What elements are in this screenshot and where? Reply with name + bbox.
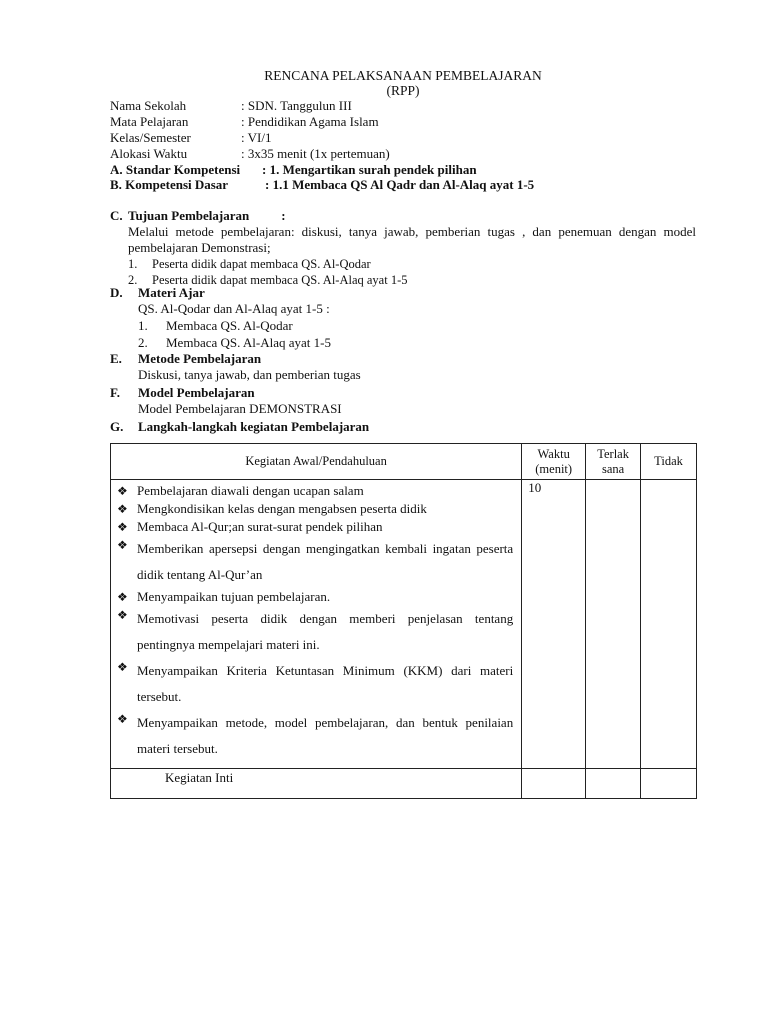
identity-row-subject <box>110 114 710 130</box>
list-item <box>117 588 513 606</box>
diamond-bullet-icon: ❖ <box>117 590 128 604</box>
header-kegiatan: Kegiatan Awal/Pendahuluan <box>111 444 522 480</box>
header-waktu <box>522 444 586 480</box>
diamond-bullet-icon: ❖ <box>117 660 128 674</box>
list-item <box>117 500 513 518</box>
document-subtitle: (RPP) <box>386 83 420 98</box>
header-terlaksana <box>586 444 641 480</box>
list-text: Membaca QS. Al-Qodar <box>166 318 293 333</box>
identity-value: : SDN. Tanggulun III <box>241 98 352 113</box>
list-item <box>138 318 710 335</box>
activity-text: Memotivasi peserta didik dengan memberi penjelasan tentang pentingnya mempelajari materi ini. <box>137 611 514 652</box>
kegiatan-inti-label: Kegiatan Inti <box>165 770 234 785</box>
list-item <box>128 256 710 272</box>
identity-value: : 3x35 menit (1x pertemuan) <box>241 146 390 161</box>
list-number: 2. <box>138 335 148 350</box>
identity-row-class <box>110 130 710 146</box>
diamond-bullet-icon: ❖ <box>117 712 128 726</box>
list-item <box>138 335 710 352</box>
list-item <box>117 606 513 658</box>
activity-text: Pembelajaran diawali dengan ucapan salam <box>137 483 364 498</box>
section-letter: C. <box>110 208 123 223</box>
kegiatan-table <box>110 443 697 799</box>
identity-block <box>110 98 710 162</box>
inti-cell <box>111 769 522 799</box>
section-heading <box>110 419 710 435</box>
identity-row-time <box>110 146 710 162</box>
list-item <box>117 658 513 710</box>
diamond-bullet-icon: ❖ <box>117 538 128 552</box>
terlaksana-cell <box>586 769 641 799</box>
header-terlaksana-line2: sana <box>601 461 625 476</box>
identity-value: : VI/1 <box>241 130 272 145</box>
section-langkah <box>110 419 710 435</box>
diamond-bullet-icon: ❖ <box>117 484 128 498</box>
header-waktu-line1: Waktu <box>537 446 570 461</box>
standar-kompetensi-value: : 1. Mengartikan surah pendek pilihan <box>262 162 477 177</box>
activity-text: Menyampaikan tujuan pembelajaran. <box>137 589 331 604</box>
table-row <box>111 769 697 799</box>
section-heading <box>110 208 710 224</box>
section-letter: G. <box>110 419 124 434</box>
identity-label: Nama Sekolah <box>110 98 187 113</box>
list-text: Peserta didik dapat membaca QS. Al-Qodar <box>152 257 371 271</box>
identity-row-school <box>110 98 710 114</box>
list-number: 2. <box>128 273 138 287</box>
section-materi <box>110 285 710 352</box>
section-metode <box>110 351 710 384</box>
tidak-cell <box>641 769 697 799</box>
section-title: Materi Ajar <box>138 285 205 300</box>
tidak-cell <box>641 480 697 769</box>
section-title: Metode Pembelajaran <box>138 351 262 366</box>
diamond-bullet-icon: ❖ <box>117 520 128 534</box>
header-waktu-line2: (menit) <box>535 461 573 476</box>
identity-value: : Pendidikan Agama Islam <box>241 114 379 129</box>
section-letter: D. <box>110 285 123 300</box>
activity-text: Membaca Al-Qur;an surat-surat pendek pilihan <box>137 519 383 534</box>
kompetensi-dasar-label: B. Kompetensi Dasar <box>110 177 229 192</box>
identity-label: Mata Pelajaran <box>110 114 189 129</box>
list-item <box>117 482 513 500</box>
identity-label: Kelas/Semester <box>110 130 191 145</box>
section-heading <box>110 285 710 301</box>
list-number: 1. <box>128 257 138 271</box>
section-title: Model Pembelajaran <box>138 385 255 400</box>
identity-label: Alokasi Waktu <box>110 146 188 161</box>
kompetensi-dasar <box>110 177 534 193</box>
diamond-bullet-icon: ❖ <box>117 502 128 516</box>
section-body: Model Pembelajaran DEMONSTRASI <box>138 401 342 416</box>
waktu-cell <box>522 480 586 769</box>
section-colon: : <box>281 208 286 223</box>
list-text: Membaca QS. Al-Alaq ayat 1-5 <box>166 335 331 350</box>
waktu-value: 10 <box>528 480 542 495</box>
list-item <box>117 518 513 536</box>
activity-text: Mengkondisikan kelas dengan mengabsen peserta didik <box>137 501 427 516</box>
terlaksana-cell <box>586 480 641 769</box>
materi-intro: QS. Al-Qodar dan Al-Alaq ayat 1-5 : <box>138 301 330 316</box>
section-title: Tujuan Pembelajaran <box>128 208 250 223</box>
document-title: RENCANA PELAKSANAAN PEMBELAJARAN <box>264 68 542 83</box>
list-item <box>117 710 513 762</box>
standar-kompetensi <box>110 162 477 178</box>
section-heading <box>110 385 710 401</box>
list-text: Peserta didik dapat membaca QS. Al-Alaq ayat 1-5 <box>152 273 408 287</box>
diamond-bullet-icon: ❖ <box>117 608 128 622</box>
section-model <box>110 385 710 418</box>
section-title: Langkah-langkah kegiatan Pembelajaran <box>138 419 370 434</box>
section-letter: F. <box>110 385 120 400</box>
header-terlaksana-line1: Terlak <box>597 446 629 461</box>
activity-text: Menyampaikan metode, model pembelajaran, dan bentuk penilaian materi tersebut. <box>137 715 514 756</box>
activity-text: Menyampaikan Kriteria Ketuntasan Minimum (KKM) dari materi tersebut. <box>137 663 514 704</box>
activities-cell <box>111 480 522 769</box>
tujuan-list <box>128 256 710 288</box>
header-tidak: Tidak <box>641 444 697 480</box>
list-item <box>117 536 513 588</box>
kompetensi-dasar-value: : 1.1 Membaca QS Al Qadr dan Al-Alaq ayat 1-5 <box>265 177 535 192</box>
section-body: Diskusi, tanya jawab, dan pemberian tugas <box>138 367 361 382</box>
section-heading <box>110 351 710 367</box>
table-header-row <box>111 444 697 480</box>
table-row <box>111 480 697 769</box>
section-letter: E. <box>110 351 122 366</box>
waktu-cell <box>522 769 586 799</box>
tujuan-paragraph: Melalui metode pembelajaran: diskusi, tanya jawab, pemberian tugas , dan penemuan dengan model pembelajaran Demonstrasi; <box>128 224 696 255</box>
section-tujuan <box>110 208 710 288</box>
list-number: 1. <box>138 318 148 333</box>
standar-kompetensi-label: A. Standar Kompetensi <box>110 162 241 177</box>
activity-text: Memberikan apersepsi dengan mengingatkan kembali ingatan peserta didik tentang Al-Qur’an <box>137 541 514 582</box>
